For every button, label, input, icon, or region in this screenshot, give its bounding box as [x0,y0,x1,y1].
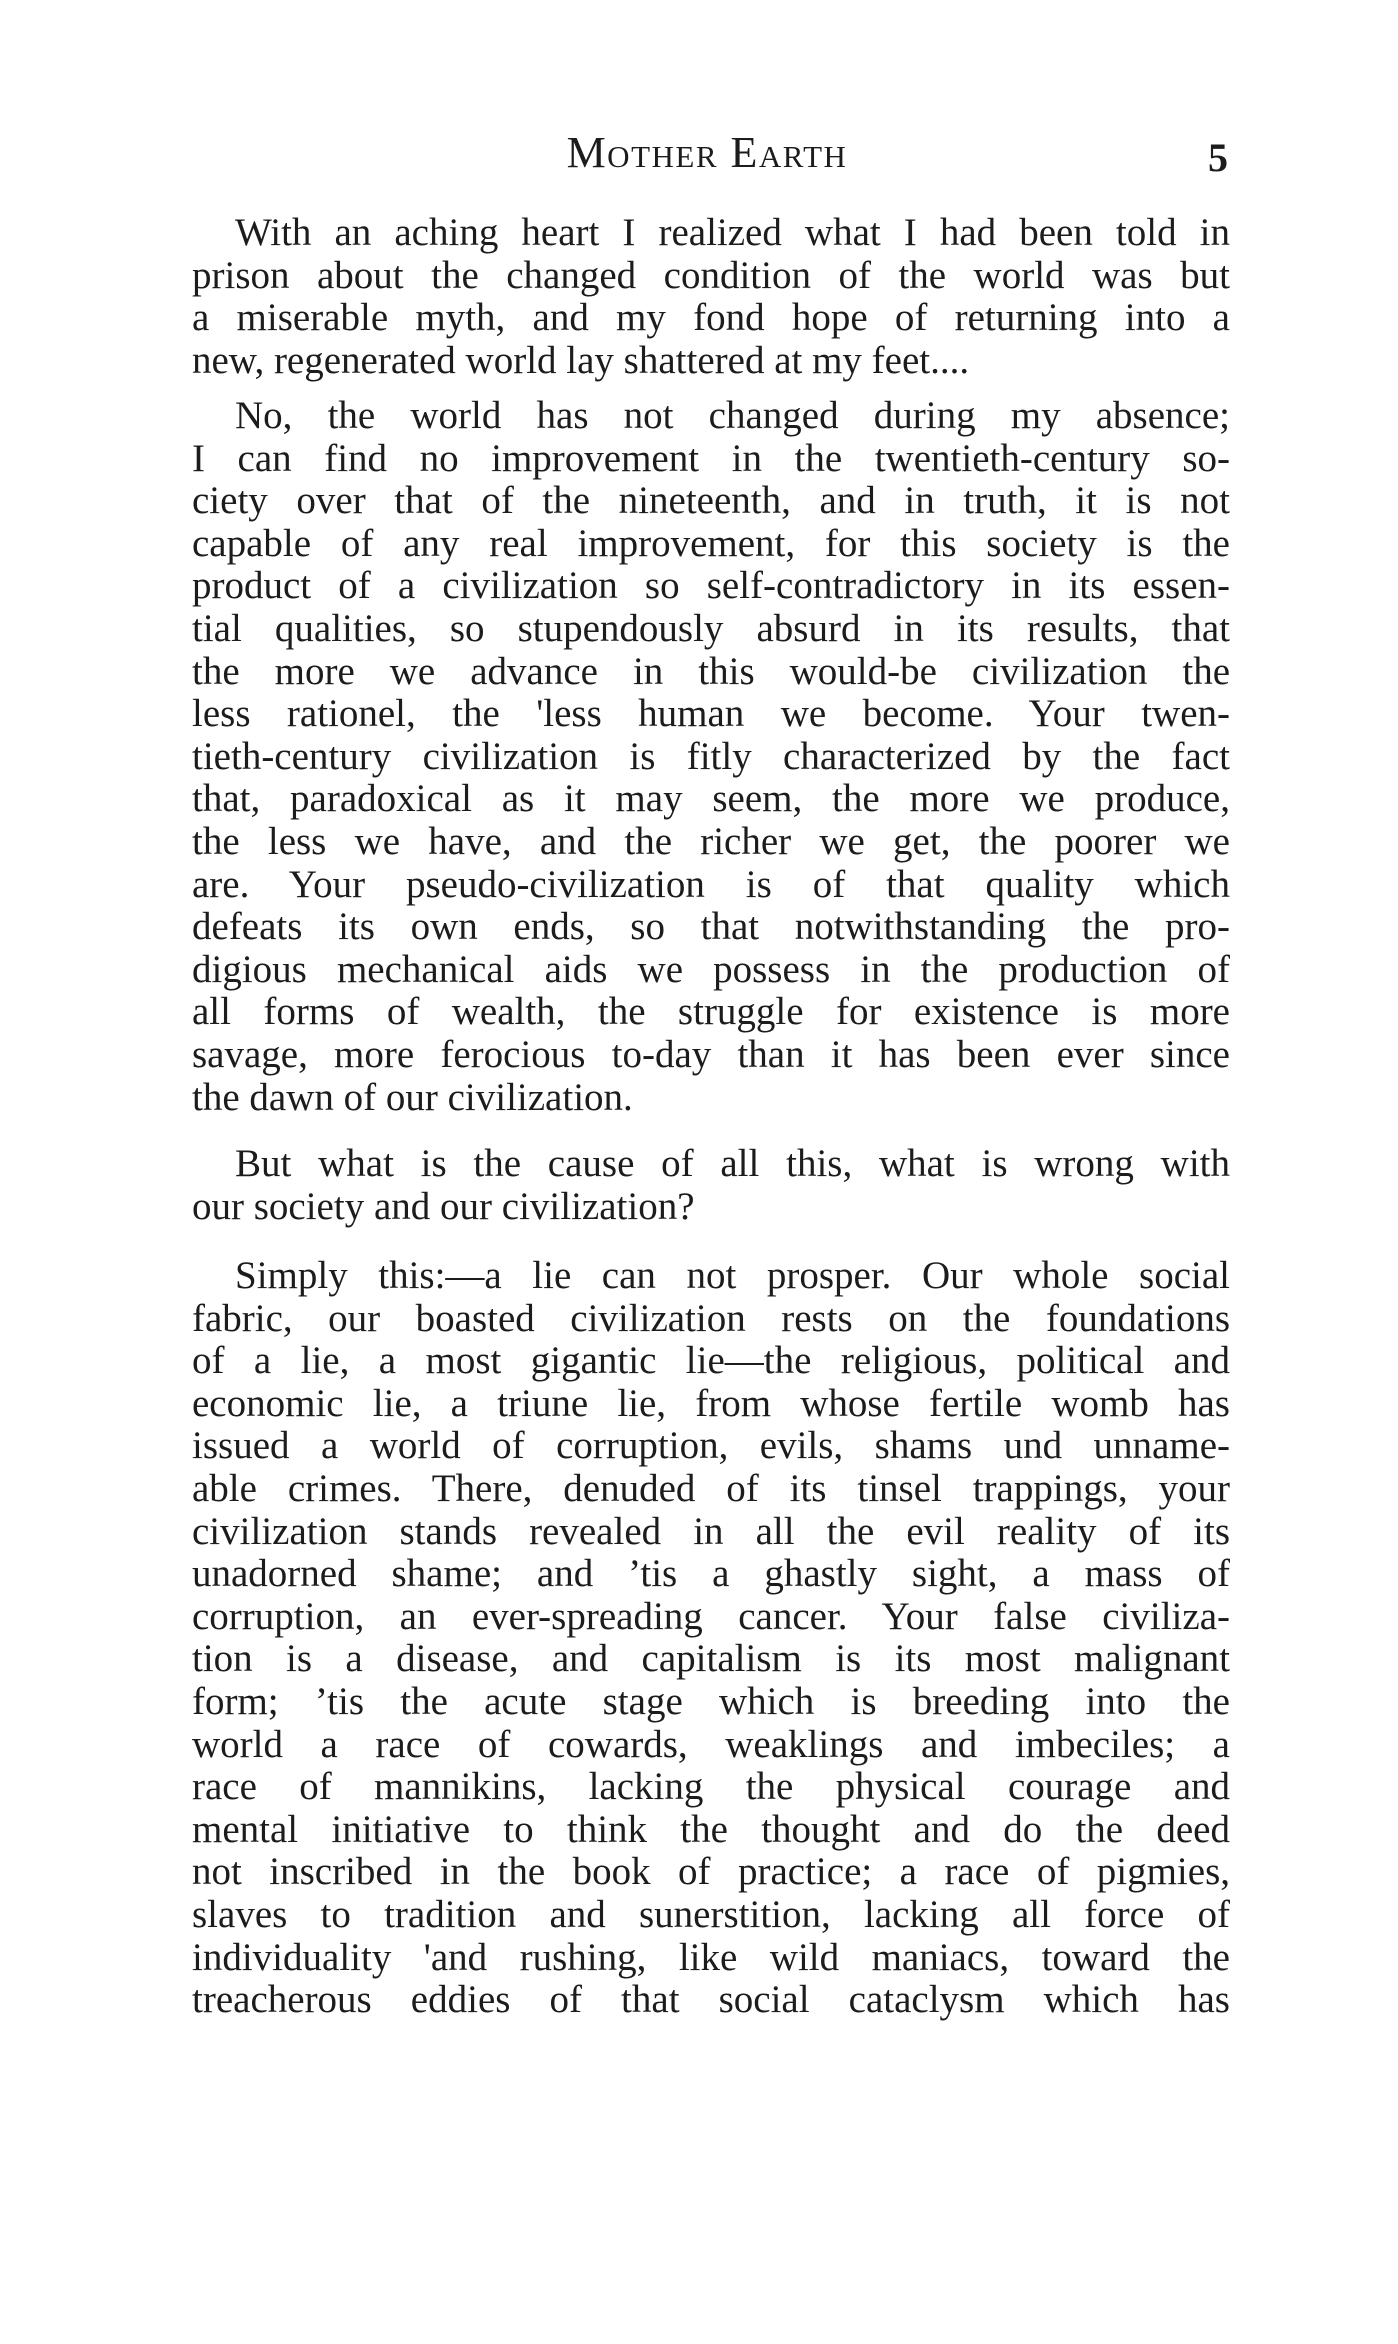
text-line: new, regenerated world lay shattered at my feet.... [192,338,970,382]
text-line: world a race of cowards, weaklings and imbeciles; a [192,1722,1230,1766]
text-line: digious mechanical aids we possess in the production of [192,947,1230,991]
text-line: fabric, our boasted civilization rests on the foundations [192,1296,1230,1340]
text-line: economic lie, a triune lie, from whose fertile womb has [192,1381,1230,1425]
text-line: the dawn of our civilization. [192,1075,633,1119]
text-line: defeats its own ends, so that notwithstanding the pro- [192,905,1230,949]
text-line: But what is the cause of all this, what is wrong with [235,1142,1230,1185]
text-line: I can find no improvement in the twentieth-century so- [192,436,1230,480]
text-line: a miserable myth, and my fond hope of returning into a [192,296,1230,340]
text-line: savage, more ferocious to-day than it has been ever since [192,1032,1230,1076]
paragraph-4 [192,1255,1230,2022]
text-line: civilization stands revealed in all the evil reality of its [192,1509,1230,1553]
paragraph-2 [192,395,1230,1119]
text-line: capable of any real improvement, for this society is the [192,521,1230,565]
paragraph-1 [192,212,1230,382]
text-line: are. Your pseudo-civilization is of that quality which [192,862,1230,906]
text-line: unadorned shame; and ’tis a ghastly sight, a mass of [192,1552,1230,1596]
text-line: prison about the changed condition of the world was but [192,253,1230,297]
text-line: individuality 'and rushing, like wild maniacs, toward the [192,1935,1230,1979]
text-line: the more we advance in this would-be civilization the [192,649,1230,693]
text-line: less rationel, the 'less human we become. Your twen- [192,692,1230,736]
text-line: of a lie, a most gigantic lie—the religious, political and [192,1339,1230,1383]
text-line: tial qualities, so stupendously absurd in its results, that [192,606,1230,650]
text-line: treacherous eddies of that social cataclysm which has [192,1978,1230,2022]
running-title: Mother Earth [566,128,848,177]
text-line: tieth-century civilization is fitly characterized by the fact [192,734,1230,778]
text-line: able crimes. There, denuded of its tinsel trappings, your [192,1466,1230,1510]
text-line: No, the world has not changed during my absence; [235,394,1230,437]
text-line: mental initiative to think the thought and do the deed [192,1807,1230,1851]
text-line: tion is a disease, and capitalism is its most malignant [192,1637,1230,1681]
text-line: the less we have, and the richer we get, the poorer we [192,819,1230,863]
text-line: With an aching heart I realized what I had been told in [235,211,1230,254]
text-line: race of mannikins, lacking the physical courage and [192,1765,1230,1809]
text-line: corruption, an ever-spreading cancer. Your false civiliza- [192,1594,1230,1638]
text-line: form; ’tis the acute stage which is breeding into the [192,1679,1230,1723]
text-line: Simply this:—a lie can not prosper. Our whole social [235,1254,1230,1297]
text-line: that, paradoxical as it may seem, the more we produce, [192,777,1230,821]
text-line: ciety over that of the nineteenth, and in truth, it is not [192,479,1230,523]
text-line: issued a world of corruption, evils, shams und unname- [192,1424,1230,1468]
page-number: 5 [1208,135,1228,180]
text-line: our society and our civilization? [192,1184,695,1228]
text-line: not inscribed in the book of practice; a race of pigmies, [192,1850,1230,1894]
paragraph-3 [192,1143,1230,1228]
text-line: product of a civilization so self-contradictory in its essen- [192,564,1230,608]
text-line: slaves to tradition and sunerstition, lacking all force of [192,1892,1230,1936]
text-line: all forms of wealth, the struggle for existence is more [192,990,1230,1034]
